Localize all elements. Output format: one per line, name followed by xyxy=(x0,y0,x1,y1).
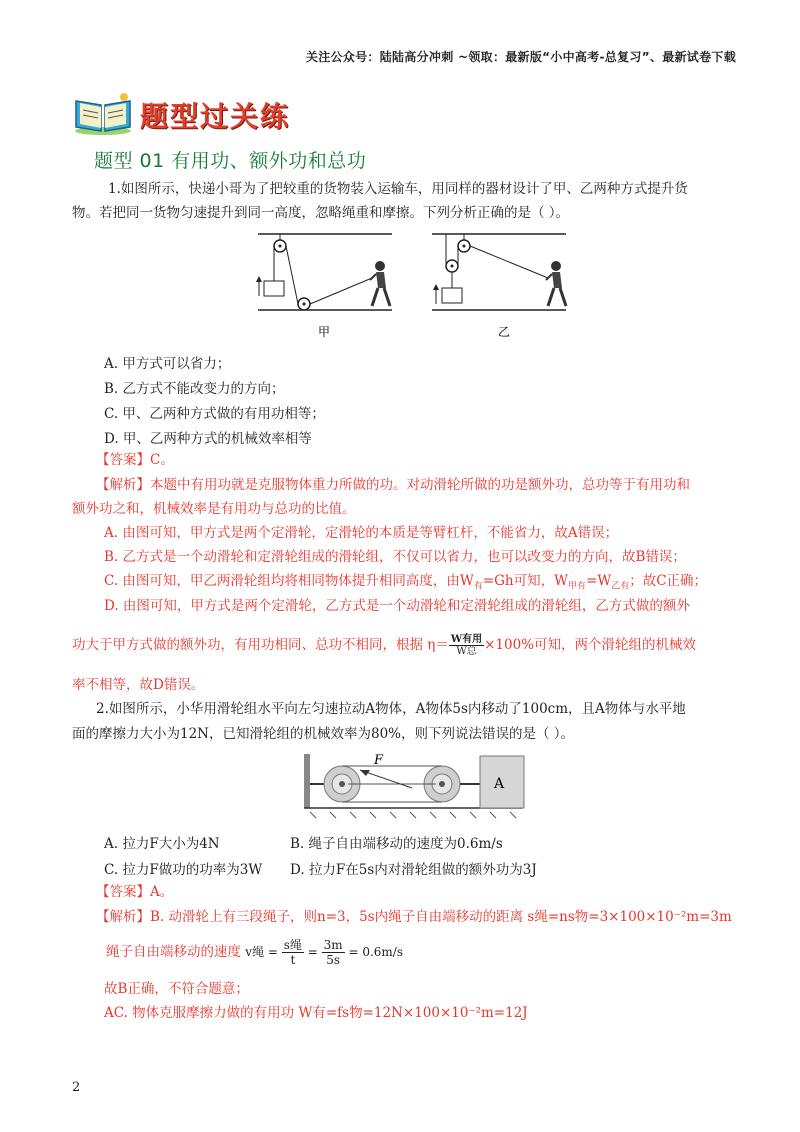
q1-stem-2: 物。若把同一货物匀速提升到同一高度，忽略绳重和摩擦。下列分析正确的是（ ）。 xyxy=(72,205,570,221)
fig1-label-yi: 乙 xyxy=(498,325,511,339)
q2-option-b: B. 绳子自由端移动的速度为0.6m/s xyxy=(290,836,503,852)
block-label: A xyxy=(494,776,505,792)
fig1-label-jia: 甲 xyxy=(318,325,331,339)
q1-analysis-d3: 率不相等，故D错误。 xyxy=(72,677,205,693)
page-number: 2 xyxy=(72,1080,81,1095)
q1-option-c: C. 甲、乙两种方式做的有用功相等； xyxy=(104,406,325,422)
q2-analysis-b: 【解析】B. 动滑轮上有三段绳子，则n=3，5s内绳子自由端移动的距离 s绳=ns物=3×100×10⁻²m=3m xyxy=(96,909,732,925)
q1-analysis-1: 【解析】本题中有用功就是克服物体重力所做的功。对动滑轮所做的功是额外功，总功等于有用功和 xyxy=(96,477,690,493)
q1-option-b: B. 乙方式不能改变力的方向； xyxy=(104,381,285,397)
q2-speed-line: 绳子自由端移动的速度 v绳 = s绳 t = $\frac{3m}{5s}$ = 0.6m/s xyxy=(106,938,403,967)
q1-analysis-a: A. 由图可知，甲方式是两个定滑轮，定滑轮的本质是等臂杠杆，不能省力，故A错误； xyxy=(104,525,619,541)
efficiency-fraction: $\frac{\text{W有用}}{\text{W总}}$ xyxy=(450,634,483,657)
q1-option-a: A. 甲方式可以省力； xyxy=(104,356,231,372)
section-title: 题型 01 有用功、额外功和总功 xyxy=(94,150,367,172)
q2-answer: 【答案】A。 xyxy=(96,884,174,900)
speed-fraction-2: $\frac{3m}{5s}$ xyxy=(323,938,343,967)
page-header: 关注公众号：陆陆高分冲刺 ~领取：最新版“小中高考-总复习”、最新试卷下载 xyxy=(305,50,736,64)
q2-stem-1: 2.如图所示，小华用滑轮组水平向左匀速拉动A物体，A物体5s内移动了100cm，且A物体与水平地 xyxy=(96,701,686,717)
q1-option-d: D. 甲、乙两种方式的机械效率相等 xyxy=(104,431,312,447)
q1-stem-1: 1.如图所示，快递小哥为了把较重的货物装入运输车，用同样的器材设计了甲、乙两种方式提升货 xyxy=(108,181,688,197)
speed-fraction-1: s绳 t xyxy=(283,938,302,967)
banner-title: 题型过关练 xyxy=(140,100,291,133)
q1-analysis-2: 额外功之和，机械效率是有用功与总功的比值。 xyxy=(72,501,356,517)
q2-ac-line: AC. 物体克服摩擦力做的有用功 W有=fs物=12N×100×10⁻²m=12J xyxy=(104,1005,528,1021)
force-label: F xyxy=(374,753,384,768)
section-banner xyxy=(72,92,290,138)
q2-option-a: A. 拉力F大小为4N xyxy=(104,836,220,852)
q1-figure xyxy=(252,226,572,346)
q2-figure xyxy=(300,748,530,822)
q1-analysis-b: B. 乙方式是一个动滑轮和定滑轮组成的滑轮组，不仅可以省力，也可以改变力的方向，故B错误； xyxy=(104,549,686,565)
q1-analysis-c: C. 由图可知，甲乙两滑轮组均将相同物体提升相同高度，由$W_有=Gh$可知，$W_{甲有}=W_{乙有}$；故C正确； xyxy=(104,573,708,592)
q2-option-c: C. 拉力F做功的功率为3W xyxy=(104,862,263,878)
q2-b-correct: 故B正确，不符合题意； xyxy=(104,981,249,997)
q2-option-d: D. 拉力F在5s内对滑轮组做的额外功为3J xyxy=(290,862,537,878)
q1-analysis-d1: D. 由图可知，甲方式是两个定滑轮，乙方式是一个动滑轮和定滑轮组成的滑轮组，乙方式做的额外 xyxy=(104,598,690,614)
q1-analysis-d2: 功大于甲方式做的额外功，有用功相同、总功不相同，根据 η＝ $\frac{\text{W有用}}{\text{W总}}$ ×100%可知，两个滑轮组的机械效 xyxy=(72,634,697,657)
book-icon xyxy=(72,91,134,139)
q2-stem-2: 面的摩擦力大小为12N，已知滑轮组的机械效率为80%，则下列说法错误的是（ ）。 xyxy=(72,726,575,742)
q1-answer: 【答案】C。 xyxy=(96,452,174,468)
